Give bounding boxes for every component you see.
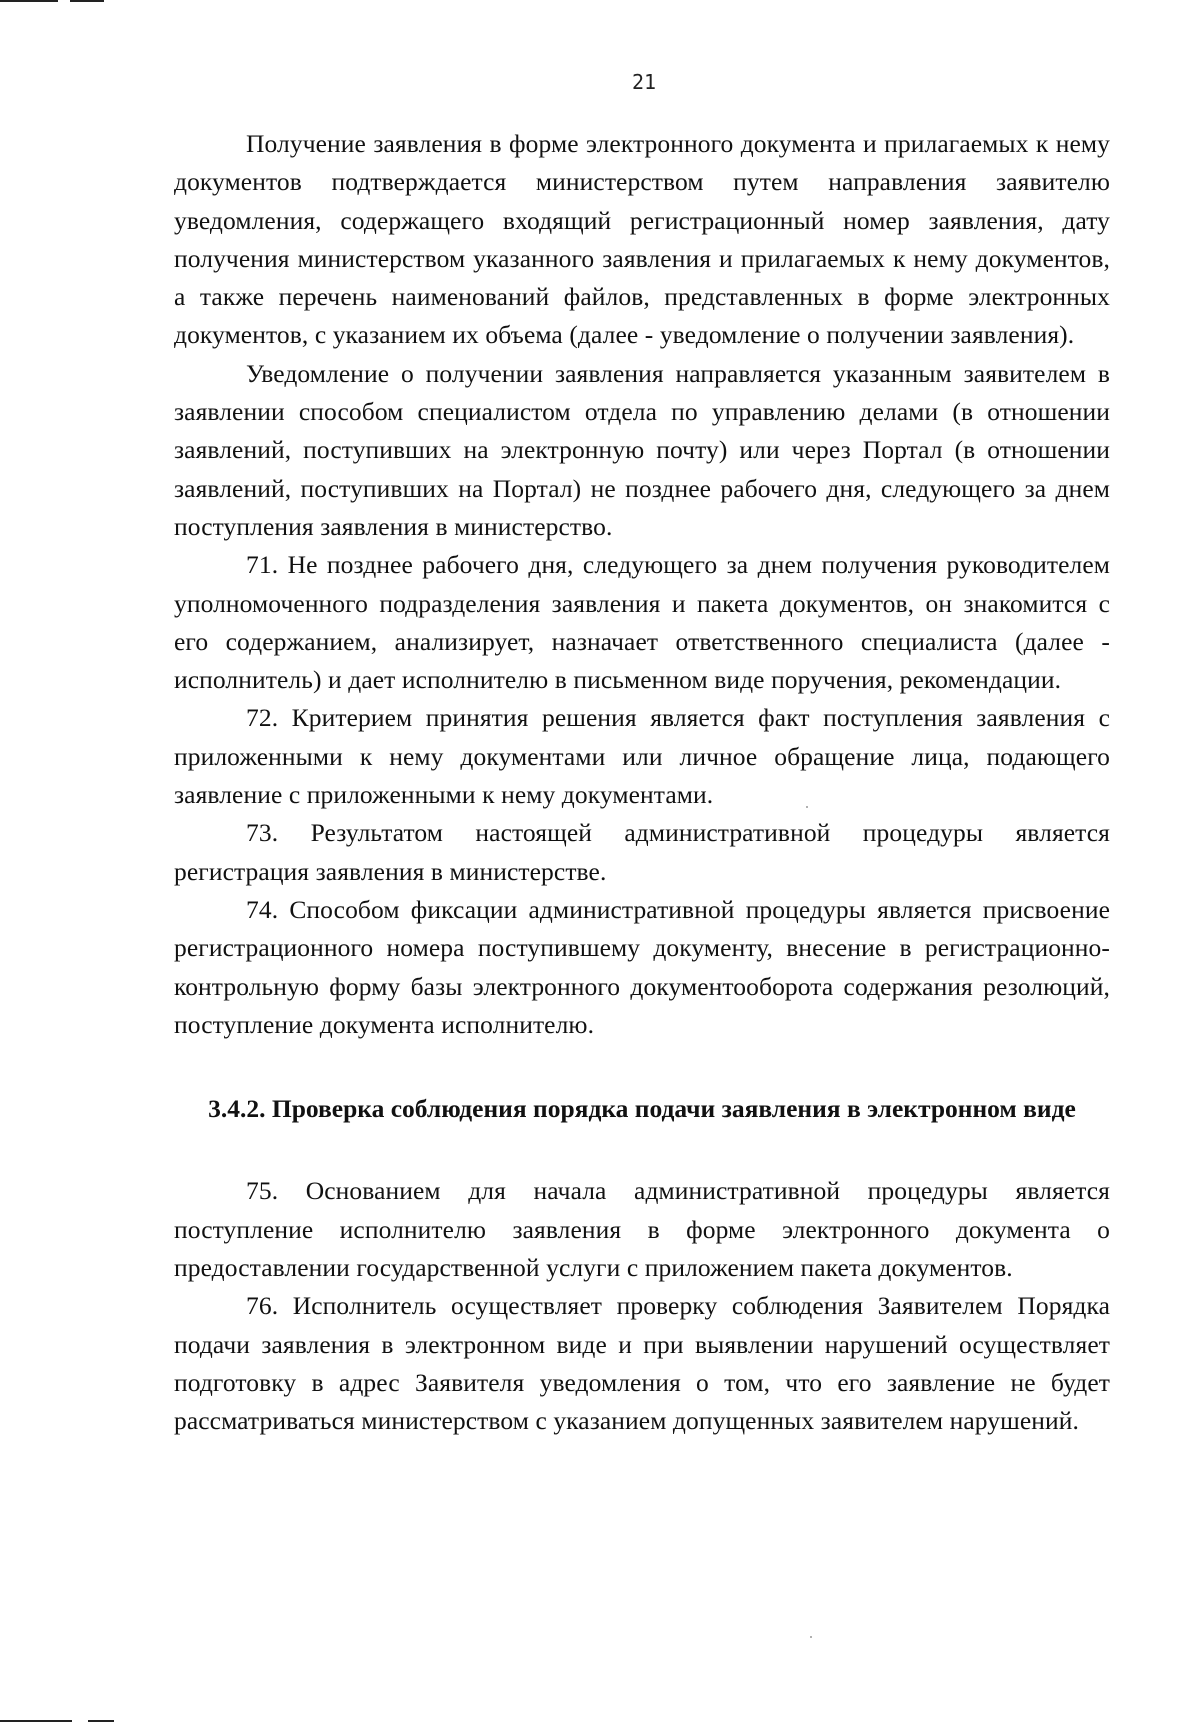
section-heading: 3.4.2. Проверка соблюдения порядка подачи заявления в электронном виде [208,1094,1076,1124]
scan-edge-mark-top [70,0,104,2]
scan-edge-mark-bottom-left [0,1720,72,1722]
scan-speck [810,1636,812,1638]
paragraph-item-74: 74. Способом фиксации административной процедуры является присвоение регистрационного номера поступившему документу, внесение в регистрационно-контрольную форму базы электронного документооборота содержания резолюций, поступление документа исполнителю. [174,894,1110,1039]
document-body [174,125,1110,1441]
paragraph-item-72: 72. Критерием принятия решения является факт поступления заявления с приложенными к нему документами или личное обращение лица, подающего заявление с приложенными к нему документами. [174,703,1110,810]
scan-edge-mark-top-left [0,0,58,2]
paragraph-item-75: 75. Основанием для начала административной процедуры является поступление исполнителю заявления в форме электронного документа о предоставлении государственной услуги с приложением пакета документов. [174,1176,1110,1283]
paragraph-item-76: 76. Исполнитель осуществляет проверку соблюдения Заявителем Порядка подачи заявления в электронном виде и при выявлении нарушений осуществляет подготовку в адрес Заявителя уведомления о том, что его заявление не будет рассматриваться министерством с указанием допущенных заявителем нарушений. [174,1291,1110,1436]
page-number: 21 [631,70,657,94]
paragraph-item-71: 71. Не позднее рабочего дня, следующего за днем получения руководителем уполномоченного подразделения заявления и пакета документов, он знакомится с его содержанием, анализирует, назначает ответственного специалиста (далее - исполнитель) и дает исполнителю в письменном виде поручения, рекомендации. [174,550,1110,695]
paragraph-item-73: 73. Результатом настоящей административной процедуры является регистрация заявления в министерстве. [174,818,1110,886]
paragraph-notification-delivery: Уведомление о получении заявления направляется указанным заявителем в заявлении способом специалистом отдела по управлению делами (в отношении заявлений, поступивших на электронную почту) или через Портал (в отношении заявлений, поступивших на Портал) не позднее рабочего дня, следующего за днем поступления заявления в министерство. [174,358,1110,541]
scan-edge-mark-bottom [88,1720,114,1722]
paragraph-notification-receipt: Получение заявления в форме электронного документа и прилагаемых к нему документов подтверждается министерством путем направления заявителю уведомления, содержащего входящий регистрационный номер заявления, дату получения министерством указанного заявления и прилагаемых к нему документов, а также перечень наименований файлов, представленных в форме электронных документов, с указанием их объема (далее - уведомление о получении заявления). [174,129,1110,350]
